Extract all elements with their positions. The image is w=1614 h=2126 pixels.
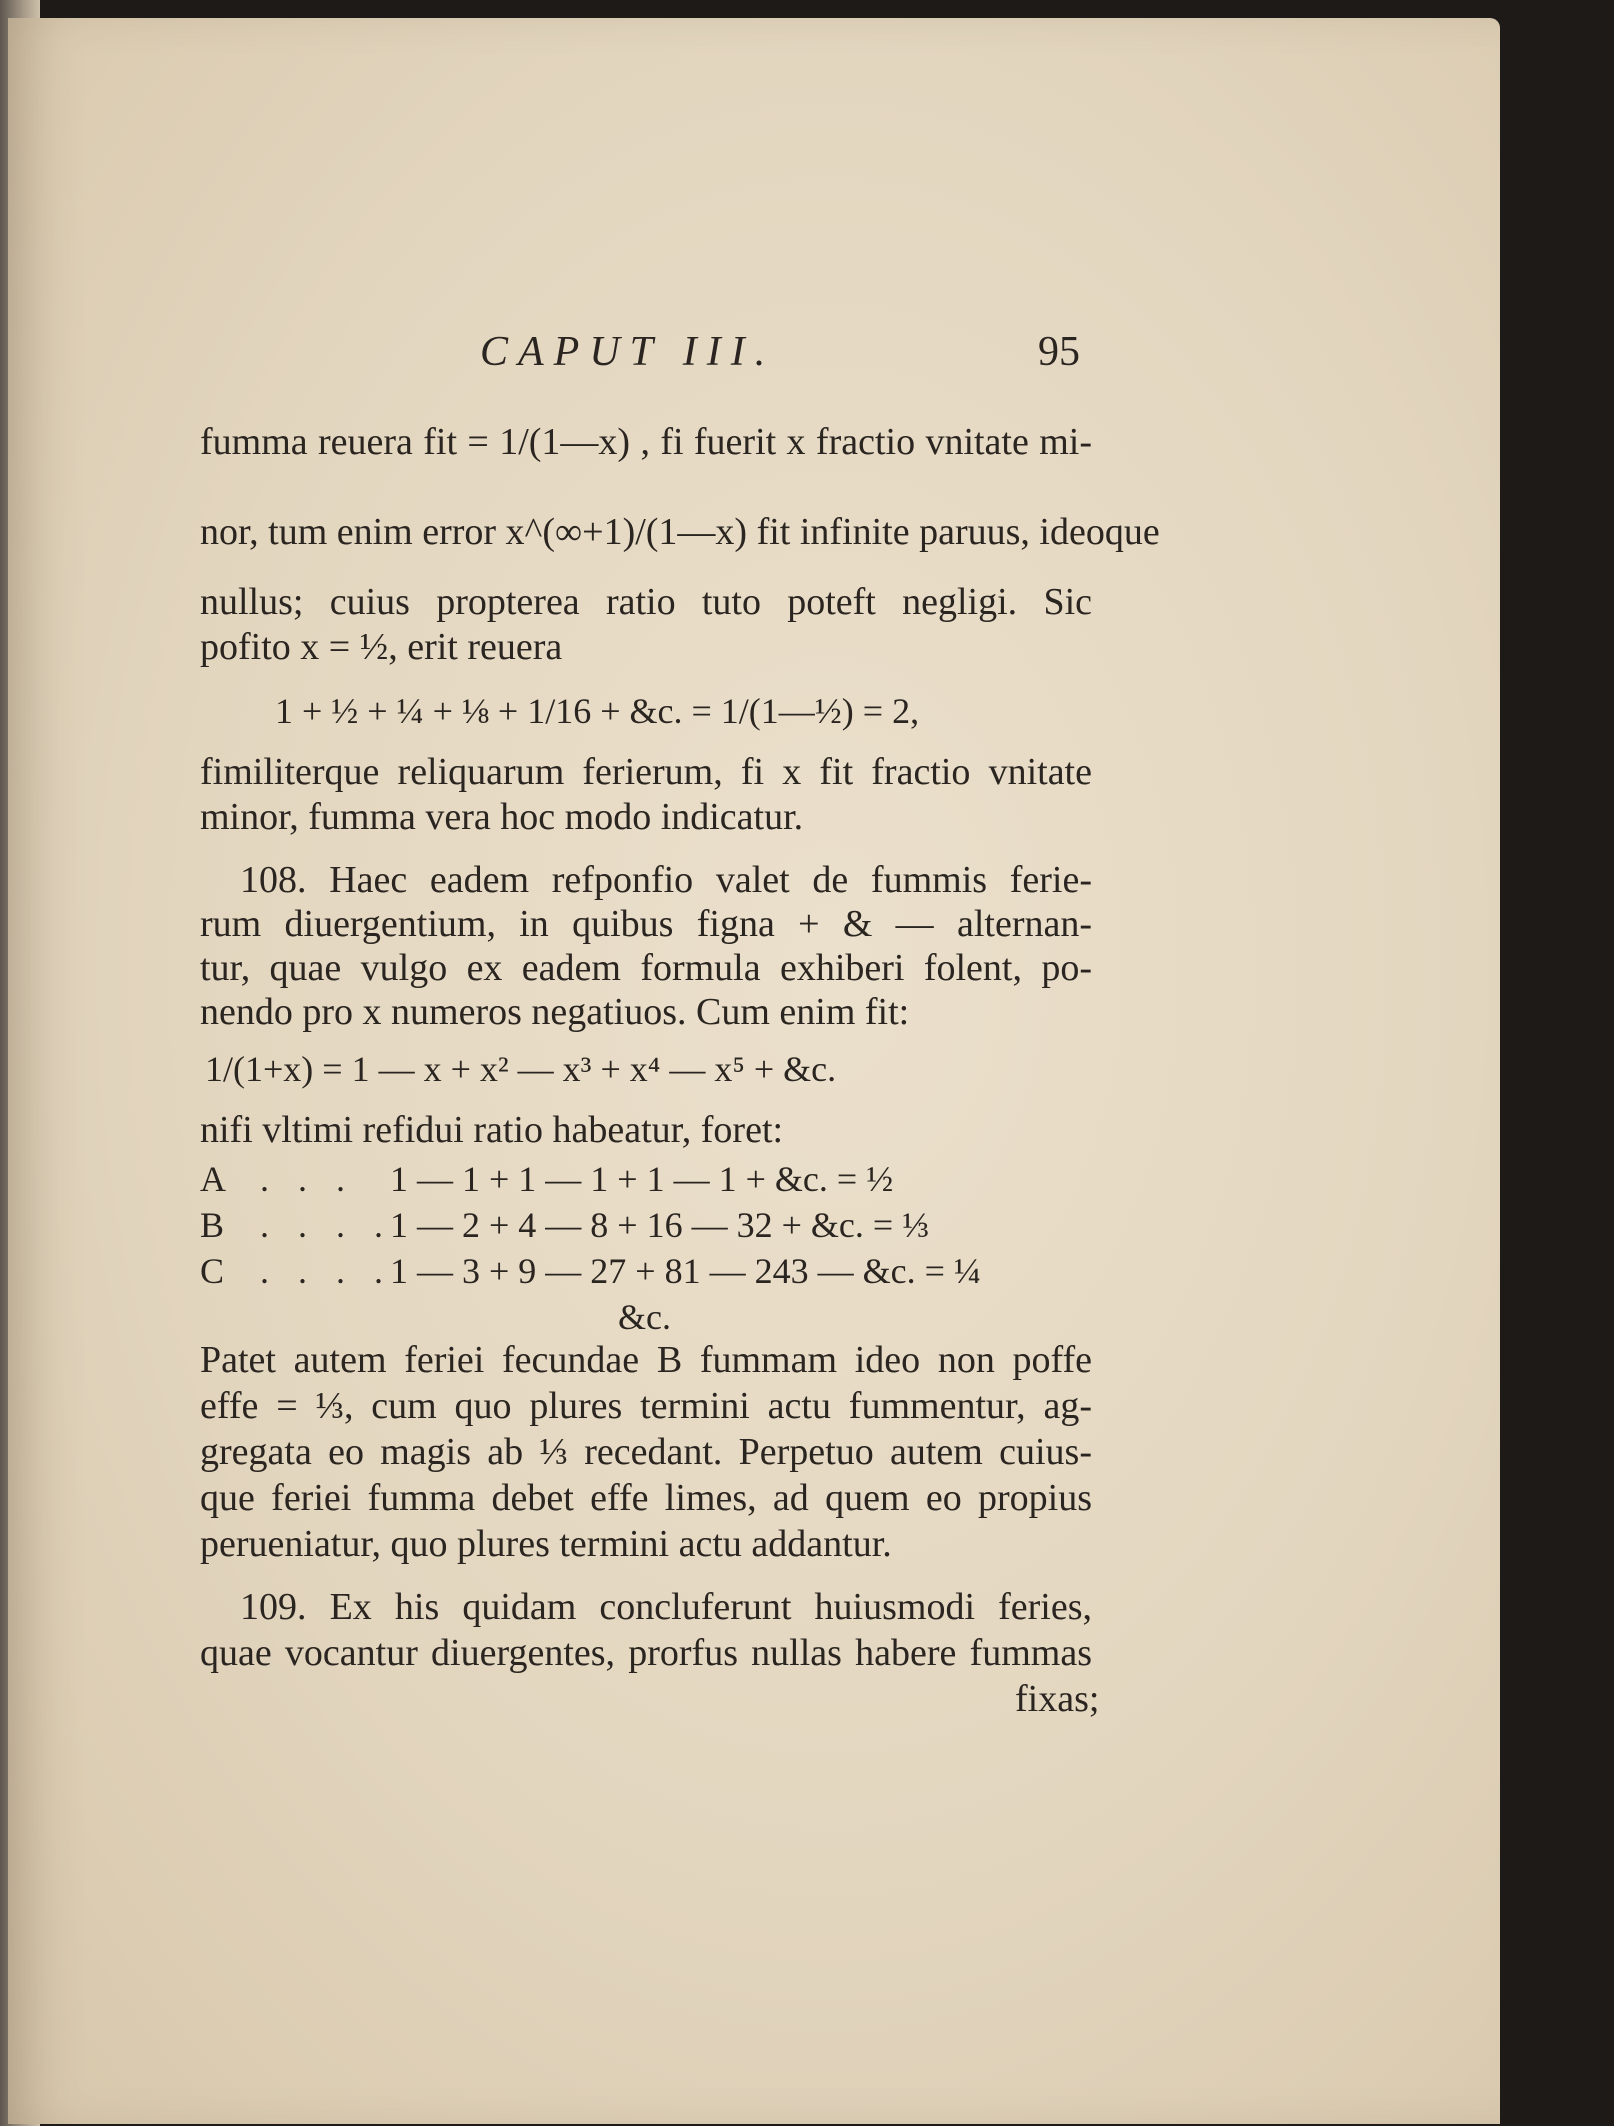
paragraph-108-line: tur, quae vulgo ex eadem formula exhiberi folent, po- [200,947,1092,989]
series-terms: 1 — 3 + 9 — 27 + 81 — 243 — &c. = ¼ [390,1251,981,1291]
paragraph-108-line: rum diuergentium, in quibus figna + & — alternan- [200,903,1092,945]
paragraph-108-line: 108. Haec eadem refponfio valet de fummis ferie- [240,859,1092,901]
text-line: pofito x = ½, erit reuera [200,626,563,668]
series-row-c [200,1250,1090,1292]
paragraph-108-line: nendo pro x numeros negatiuos. Cum enim fit: [200,991,910,1033]
text-line: nor, tum enim error x^(∞+1)/(1—x) fit infinite paruus, ideoque [200,511,1160,553]
catchword: fixas; [1015,1678,1100,1720]
series-label: B [200,1205,225,1245]
text-line: effe = ⅓, cum quo plures termini actu fummentur, ag- [200,1385,1092,1427]
etc-mark: &c. [618,1297,671,1337]
text-line: gregata eo magis ab ⅓ recedant. Perpetuo autem cuius- [200,1431,1092,1473]
formula-geometric-series: 1 + ½ + ¼ + ⅛ + 1/16 + &c. = 1/(1—½) = 2, [275,691,920,731]
text-line: fimiliterque reliquarum ferierum, fi x fit fractio vnitate [200,751,1092,793]
series-row-a [200,1158,1090,1200]
text-line: que feriei fumma debet effe limes, ad quem eo propius [200,1477,1092,1519]
series-label: C [200,1251,225,1291]
series-dots: . . . . [260,1205,393,1245]
series-dots: . . . . [260,1251,393,1291]
text-line: nullus; cuius propterea ratio tuto poteft negligi. Sic [200,581,1092,623]
series-terms: 1 — 2 + 4 — 8 + 16 — 32 + &c. = ⅓ [390,1205,930,1245]
text-line: minor, fumma vera hoc modo indicatur. [200,796,804,838]
series-label: A [200,1159,226,1199]
series-row-b [200,1204,1090,1246]
series-dots: . . . [260,1159,355,1199]
paragraph-109-line: quae vocantur diuergentes, prorfus nullas habere fummas [200,1632,1092,1674]
text-line: perueniatur, quo plures termini actu addantur. [200,1523,892,1565]
text-line: fumma reuera fit = 1/(1—x) , fi fuerit x fractio vnitate mi- [200,421,1092,463]
running-title: CAPUT III. [480,329,776,375]
paragraph-109-line: 109. Ex his quidam concluferunt huiusmodi feries, [240,1586,1092,1628]
formula-expansion: 1/(1+x) = 1 — x + x² — x³ + x⁴ — x⁵ + &c. [205,1049,837,1089]
series-terms: 1 — 1 + 1 — 1 + 1 — 1 + &c. = ½ [390,1159,894,1199]
text-line: Patet autem feriei fecundae B fummam ideo non poffe [200,1339,1092,1381]
text-line: nifi vltimi refidui ratio habeatur, foret: [200,1109,784,1151]
page-number: 95 [1038,329,1080,375]
